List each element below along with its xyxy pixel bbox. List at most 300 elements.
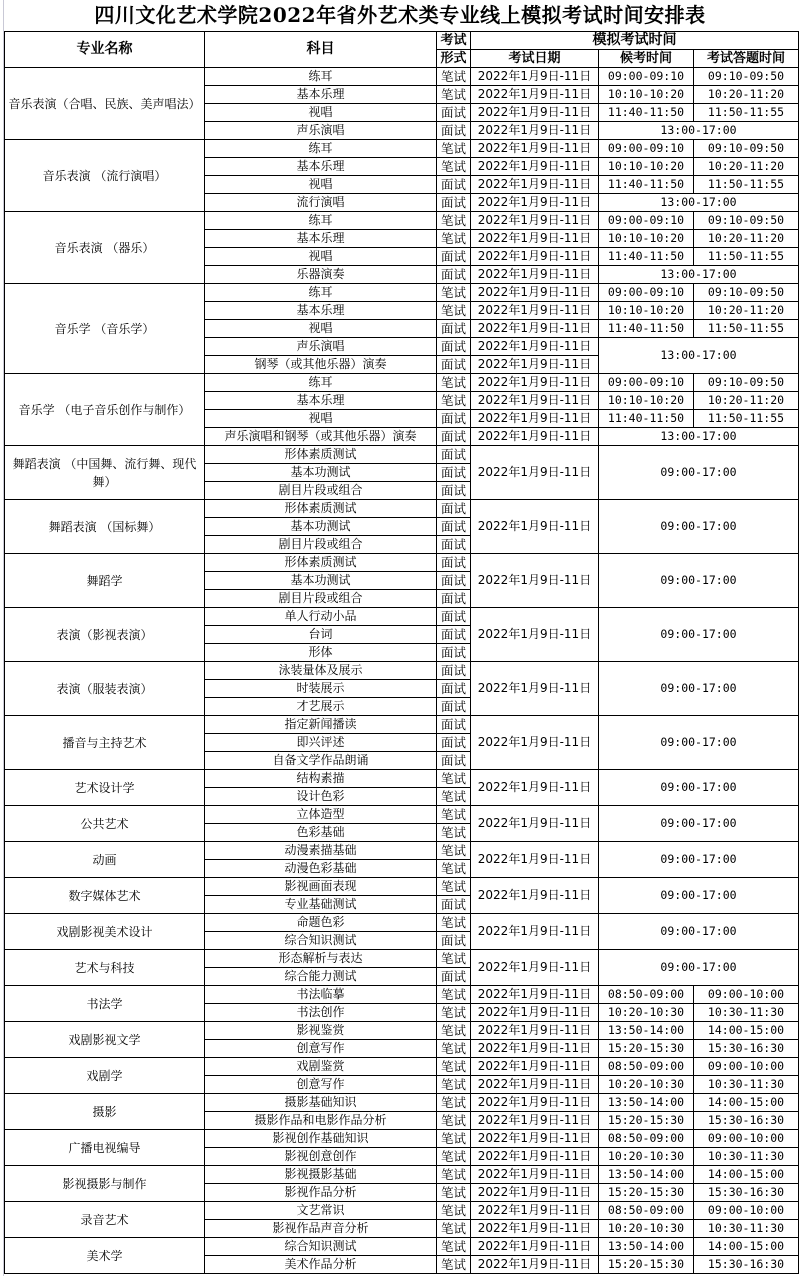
- exam-date-cell: 2022年1月9日-11日: [471, 320, 599, 338]
- answer-time-cell: 10:30-11:30: [694, 1148, 799, 1166]
- table-row: [5, 1166, 799, 1184]
- major-name-cell: 戏剧影视美术设计: [5, 914, 205, 950]
- exam-date-cell: 2022年1月9日-11日: [471, 1238, 599, 1256]
- subject-cell: 影视作品声音分析: [205, 1220, 437, 1238]
- exam-date-cell: 2022年1月9日-11日: [471, 140, 599, 158]
- exam-date-cell: 2022年1月9日-11日: [471, 1076, 599, 1094]
- subject-cell: 视唱: [205, 104, 437, 122]
- answer-time-cell: 09:10-09:50: [694, 68, 799, 86]
- exam-time-range-cell: 13:00-17:00: [599, 428, 799, 446]
- answer-time-cell: 11:50-11:55: [694, 410, 799, 428]
- exam-date-cell: 2022年1月9日-11日: [471, 446, 599, 500]
- answer-time-cell: 09:10-09:50: [694, 212, 799, 230]
- waiting-time-cell: 10:10-10:20: [599, 86, 694, 104]
- exam-format-cell: 面试: [437, 464, 471, 482]
- header-row-1: [5, 32, 799, 50]
- waiting-time-cell: 09:00-09:10: [599, 374, 694, 392]
- exam-format-cell: 笔试: [437, 1022, 471, 1040]
- exam-date-cell: 2022年1月9日-11日: [471, 356, 599, 374]
- exam-date-cell: 2022年1月9日-11日: [471, 1022, 599, 1040]
- exam-date-cell: 2022年1月9日-11日: [471, 1256, 599, 1274]
- exam-format-cell: 笔试: [437, 788, 471, 806]
- subject-cell: 形体素质测试: [205, 446, 437, 464]
- subject-cell: 专业基础测试: [205, 896, 437, 914]
- exam-format-cell: 笔试: [437, 1238, 471, 1256]
- exam-date-cell: 2022年1月9日-11日: [471, 68, 599, 86]
- subject-cell: 美术作品分析: [205, 1256, 437, 1274]
- exam-date-cell: 2022年1月9日-11日: [471, 1058, 599, 1076]
- exam-format-cell: 笔试: [437, 1112, 471, 1130]
- exam-format-cell: 面试: [437, 932, 471, 950]
- exam-format-cell: 笔试: [437, 950, 471, 968]
- table-row: [5, 842, 799, 860]
- exam-format-cell: 笔试: [437, 1220, 471, 1238]
- header-format-line2: 形式: [437, 50, 471, 68]
- exam-format-cell: 笔试: [437, 158, 471, 176]
- exam-format-cell: 面试: [437, 644, 471, 662]
- subject-cell: 视唱: [205, 248, 437, 266]
- major-name-cell: 舞蹈学: [5, 554, 205, 608]
- answer-time-cell: 09:00-10:00: [694, 1130, 799, 1148]
- header-waiting-time: 候考时间: [599, 50, 694, 68]
- exam-format-cell: 笔试: [437, 302, 471, 320]
- exam-format-cell: 笔试: [437, 392, 471, 410]
- subject-cell: 剧目片段或组合: [205, 536, 437, 554]
- exam-format-cell: 面试: [437, 572, 471, 590]
- subject-cell: 立体造型: [205, 806, 437, 824]
- exam-date-cell: 2022年1月9日-11日: [471, 1184, 599, 1202]
- exam-format-cell: 笔试: [437, 1256, 471, 1274]
- table-row: [5, 1022, 799, 1040]
- exam-date-cell: 2022年1月9日-11日: [471, 716, 599, 770]
- answer-time-cell: 09:00-10:00: [694, 1202, 799, 1220]
- exam-format-cell: 笔试: [437, 806, 471, 824]
- answer-time-cell: 15:30-16:30: [694, 1112, 799, 1130]
- exam-format-cell: 面试: [437, 680, 471, 698]
- exam-format-cell: 面试: [437, 248, 471, 266]
- major-name-cell: 摄影: [5, 1094, 205, 1130]
- exam-date-cell: 2022年1月9日-11日: [471, 608, 599, 662]
- exam-format-cell: 面试: [437, 410, 471, 428]
- answer-time-cell: 09:00-10:00: [694, 986, 799, 1004]
- exam-date-cell: 2022年1月9日-11日: [471, 1220, 599, 1238]
- header-answer-time: 考试答题时间: [694, 50, 799, 68]
- exam-format-cell: 面试: [437, 428, 471, 446]
- header-mock-time: 模拟考试时间: [471, 32, 799, 50]
- exam-format-cell: 面试: [437, 194, 471, 212]
- major-name-cell: 音乐学 （音乐学）: [5, 284, 205, 374]
- exam-time-range-cell: 09:00-17:00: [599, 878, 799, 914]
- exam-format-cell: 面试: [437, 176, 471, 194]
- exam-format-cell: 面试: [437, 500, 471, 518]
- exam-format-cell: 笔试: [437, 1184, 471, 1202]
- exam-format-cell: 面试: [437, 698, 471, 716]
- subject-cell: 剧目片段或组合: [205, 590, 437, 608]
- table-row: [5, 1130, 799, 1148]
- exam-date-cell: 2022年1月9日-11日: [471, 1112, 599, 1130]
- table-row: [5, 140, 799, 158]
- exam-date-cell: 2022年1月9日-11日: [471, 158, 599, 176]
- subject-cell: 单人行动小品: [205, 608, 437, 626]
- major-name-cell: 美术学: [5, 1238, 205, 1274]
- subject-cell: 练耳: [205, 68, 437, 86]
- answer-time-cell: 11:50-11:55: [694, 176, 799, 194]
- subject-cell: 创意写作: [205, 1076, 437, 1094]
- answer-time-cell: 15:30-16:30: [694, 1256, 799, 1274]
- waiting-time-cell: 13:50-14:00: [599, 1022, 694, 1040]
- subject-cell: 基本功测试: [205, 464, 437, 482]
- exam-time-range-cell: 09:00-17:00: [599, 806, 799, 842]
- major-name-cell: 舞蹈表演 （国标舞）: [5, 500, 205, 554]
- exam-date-cell: 2022年1月9日-11日: [471, 1202, 599, 1220]
- exam-date-cell: 2022年1月9日-11日: [471, 950, 599, 986]
- exam-format-cell: 面试: [437, 716, 471, 734]
- exam-format-cell: 笔试: [437, 68, 471, 86]
- table-row: [5, 212, 799, 230]
- exam-date-cell: 2022年1月9日-11日: [471, 212, 599, 230]
- header-major: 专业名称: [5, 32, 205, 68]
- table-row: [5, 1238, 799, 1256]
- subject-cell: 书法创作: [205, 1004, 437, 1022]
- subject-cell: 影视鉴赏: [205, 1022, 437, 1040]
- subject-cell: 练耳: [205, 374, 437, 392]
- table-row: [5, 770, 799, 788]
- exam-date-cell: 2022年1月9日-11日: [471, 410, 599, 428]
- exam-time-range-cell: 13:00-17:00: [599, 338, 799, 374]
- waiting-time-cell: 11:40-11:50: [599, 410, 694, 428]
- exam-time-range-cell: 09:00-17:00: [599, 842, 799, 878]
- subject-cell: 声乐演唱: [205, 338, 437, 356]
- exam-format-cell: 笔试: [437, 1202, 471, 1220]
- table-row: [5, 806, 799, 824]
- waiting-time-cell: 10:10-10:20: [599, 230, 694, 248]
- major-name-cell: 数字媒体艺术: [5, 878, 205, 914]
- major-name-cell: 音乐表演 （器乐）: [5, 212, 205, 284]
- answer-time-cell: 14:00-15:00: [694, 1094, 799, 1112]
- table-row: [5, 914, 799, 932]
- major-name-cell: 广播电视编导: [5, 1130, 205, 1166]
- subject-cell: 综合知识测试: [205, 932, 437, 950]
- major-name-cell: 影视摄影与制作: [5, 1166, 205, 1202]
- table-row: [5, 500, 799, 518]
- subject-cell: 动漫素描基础: [205, 842, 437, 860]
- subject-cell: 文艺常识: [205, 1202, 437, 1220]
- answer-time-cell: 14:00-15:00: [694, 1022, 799, 1040]
- exam-format-cell: 面试: [437, 626, 471, 644]
- header-format-line1: 考试: [437, 32, 471, 50]
- schedule-table: [4, 31, 799, 1274]
- waiting-time-cell: 08:50-09:00: [599, 1058, 694, 1076]
- exam-format-cell: 笔试: [437, 1094, 471, 1112]
- waiting-time-cell: 10:20-10:30: [599, 1148, 694, 1166]
- exam-format-cell: 笔试: [437, 842, 471, 860]
- subject-cell: 创意写作: [205, 1040, 437, 1058]
- exam-format-cell: 面试: [437, 104, 471, 122]
- exam-format-cell: 面试: [437, 896, 471, 914]
- waiting-time-cell: 15:20-15:30: [599, 1112, 694, 1130]
- table-row: [5, 554, 799, 572]
- exam-date-cell: 2022年1月9日-11日: [471, 986, 599, 1004]
- exam-format-cell: 面试: [437, 590, 471, 608]
- subject-cell: 基本乐理: [205, 158, 437, 176]
- major-name-cell: 舞蹈表演 （中国舞、流行舞、现代舞）: [5, 446, 205, 500]
- waiting-time-cell: 15:20-15:30: [599, 1256, 694, 1274]
- exam-format-cell: 面试: [437, 482, 471, 500]
- exam-time-range-cell: 13:00-17:00: [599, 194, 799, 212]
- subject-cell: 乐器演奏: [205, 266, 437, 284]
- exam-date-cell: 2022年1月9日-11日: [471, 122, 599, 140]
- answer-time-cell: 10:20-11:20: [694, 230, 799, 248]
- table-row: [5, 446, 799, 464]
- table-row: [5, 662, 799, 680]
- exam-time-range-cell: 09:00-17:00: [599, 554, 799, 608]
- answer-time-cell: 15:30-16:30: [694, 1184, 799, 1202]
- exam-format-cell: 笔试: [437, 1040, 471, 1058]
- exam-time-range-cell: 09:00-17:00: [599, 446, 799, 500]
- subject-cell: 声乐演唱和钢琴（或其他乐器）演奏: [205, 428, 437, 446]
- table-row: [5, 374, 799, 392]
- waiting-time-cell: 09:00-09:10: [599, 68, 694, 86]
- exam-time-range-cell: 09:00-17:00: [599, 914, 799, 950]
- major-name-cell: 艺术与科技: [5, 950, 205, 986]
- waiting-time-cell: 08:50-09:00: [599, 1202, 694, 1220]
- exam-date-cell: 2022年1月9日-11日: [471, 176, 599, 194]
- exam-format-cell: 笔试: [437, 986, 471, 1004]
- exam-date-cell: 2022年1月9日-11日: [471, 914, 599, 950]
- exam-format-cell: 面试: [437, 356, 471, 374]
- exam-format-cell: 笔试: [437, 140, 471, 158]
- exam-date-cell: 2022年1月9日-11日: [471, 1094, 599, 1112]
- exam-format-cell: 面试: [437, 752, 471, 770]
- subject-cell: 即兴评述: [205, 734, 437, 752]
- exam-time-range-cell: 13:00-17:00: [599, 266, 799, 284]
- subject-cell: 台词: [205, 626, 437, 644]
- exam-date-cell: 2022年1月9日-11日: [471, 554, 599, 608]
- waiting-time-cell: 10:10-10:20: [599, 302, 694, 320]
- waiting-time-cell: 13:50-14:00: [599, 1166, 694, 1184]
- exam-date-cell: 2022年1月9日-11日: [471, 1130, 599, 1148]
- exam-date-cell: 2022年1月9日-11日: [471, 104, 599, 122]
- exam-format-cell: 笔试: [437, 1004, 471, 1022]
- subject-cell: 练耳: [205, 212, 437, 230]
- exam-date-cell: 2022年1月9日-11日: [471, 374, 599, 392]
- subject-cell: 时装展示: [205, 680, 437, 698]
- subject-cell: 自备文学作品朗诵: [205, 752, 437, 770]
- major-name-cell: 艺术设计学: [5, 770, 205, 806]
- answer-time-cell: 09:10-09:50: [694, 140, 799, 158]
- major-name-cell: 表演（服装表演）: [5, 662, 205, 716]
- exam-format-cell: 面试: [437, 536, 471, 554]
- exam-date-cell: 2022年1月9日-11日: [471, 1040, 599, 1058]
- major-name-cell: 公共艺术: [5, 806, 205, 842]
- answer-time-cell: 11:50-11:55: [694, 104, 799, 122]
- waiting-time-cell: 09:00-09:10: [599, 212, 694, 230]
- exam-time-range-cell: 09:00-17:00: [599, 500, 799, 554]
- subject-cell: 综合能力测试: [205, 968, 437, 986]
- exam-format-cell: 笔试: [437, 1130, 471, 1148]
- exam-format-cell: 笔试: [437, 374, 471, 392]
- waiting-time-cell: 08:50-09:00: [599, 986, 694, 1004]
- subject-cell: 剧目片段或组合: [205, 482, 437, 500]
- subject-cell: 指定新闻播读: [205, 716, 437, 734]
- subject-cell: 设计色彩: [205, 788, 437, 806]
- subject-cell: 基本乐理: [205, 230, 437, 248]
- exam-time-range-cell: 09:00-17:00: [599, 950, 799, 986]
- answer-time-cell: 10:20-11:20: [694, 392, 799, 410]
- exam-format-cell: 面试: [437, 734, 471, 752]
- exam-format-cell: 面试: [437, 662, 471, 680]
- exam-time-range-cell: 09:00-17:00: [599, 608, 799, 662]
- exam-format-cell: 面试: [437, 446, 471, 464]
- exam-date-cell: 2022年1月9日-11日: [471, 392, 599, 410]
- exam-format-cell: 面试: [437, 518, 471, 536]
- exam-format-cell: 笔试: [437, 284, 471, 302]
- answer-time-cell: 09:10-09:50: [694, 374, 799, 392]
- exam-date-cell: 2022年1月9日-11日: [471, 806, 599, 842]
- subject-cell: 色彩基础: [205, 824, 437, 842]
- exam-date-cell: 2022年1月9日-11日: [471, 266, 599, 284]
- exam-format-cell: 面试: [437, 338, 471, 356]
- subject-cell: 结构素描: [205, 770, 437, 788]
- waiting-time-cell: 15:20-15:30: [599, 1184, 694, 1202]
- waiting-time-cell: 15:20-15:30: [599, 1040, 694, 1058]
- exam-date-cell: 2022年1月9日-11日: [471, 428, 599, 446]
- exam-format-cell: 笔试: [437, 914, 471, 932]
- waiting-time-cell: 10:20-10:30: [599, 1004, 694, 1022]
- table-row: [5, 878, 799, 896]
- header-date: 考试日期: [471, 50, 599, 68]
- exam-time-range-cell: 09:00-17:00: [599, 662, 799, 716]
- exam-date-cell: 2022年1月9日-11日: [471, 230, 599, 248]
- subject-cell: 影视创意创作: [205, 1148, 437, 1166]
- major-name-cell: 播音与主持艺术: [5, 716, 205, 770]
- table-row: [5, 986, 799, 1004]
- waiting-time-cell: 10:20-10:30: [599, 1220, 694, 1238]
- table-row: [5, 608, 799, 626]
- answer-time-cell: 14:00-15:00: [694, 1238, 799, 1256]
- table-row: [5, 716, 799, 734]
- subject-cell: 综合知识测试: [205, 1238, 437, 1256]
- exam-date-cell: 2022年1月9日-11日: [471, 338, 599, 356]
- table-row: [5, 68, 799, 86]
- subject-cell: 命题色彩: [205, 914, 437, 932]
- major-name-cell: 戏剧学: [5, 1058, 205, 1094]
- subject-cell: 基本功测试: [205, 572, 437, 590]
- subject-cell: 动漫色彩基础: [205, 860, 437, 878]
- exam-date-cell: 2022年1月9日-11日: [471, 1148, 599, 1166]
- exam-date-cell: 2022年1月9日-11日: [471, 842, 599, 878]
- answer-time-cell: 10:20-11:20: [694, 158, 799, 176]
- exam-format-cell: 笔试: [437, 824, 471, 842]
- answer-time-cell: 09:10-09:50: [694, 284, 799, 302]
- major-name-cell: 音乐表演 （流行演唱）: [5, 140, 205, 212]
- exam-format-cell: 笔试: [437, 1166, 471, 1184]
- exam-date-cell: 2022年1月9日-11日: [471, 770, 599, 806]
- waiting-time-cell: 09:00-09:10: [599, 284, 694, 302]
- exam-date-cell: 2022年1月9日-11日: [471, 878, 599, 914]
- exam-time-range-cell: 13:00-17:00: [599, 122, 799, 140]
- exam-time-range-cell: 09:00-17:00: [599, 716, 799, 770]
- answer-time-cell: 10:20-11:20: [694, 86, 799, 104]
- answer-time-cell: 10:30-11:30: [694, 1220, 799, 1238]
- subject-cell: 影视创作基础知识: [205, 1130, 437, 1148]
- subject-cell: 戏剧鉴赏: [205, 1058, 437, 1076]
- waiting-time-cell: 11:40-11:50: [599, 176, 694, 194]
- answer-time-cell: 09:00-10:00: [694, 1058, 799, 1076]
- header-subject: 科目: [205, 32, 437, 68]
- waiting-time-cell: 11:40-11:50: [599, 320, 694, 338]
- table-row: [5, 950, 799, 968]
- subject-cell: 视唱: [205, 410, 437, 428]
- exam-date-cell: 2022年1月9日-11日: [471, 302, 599, 320]
- exam-time-range-cell: 09:00-17:00: [599, 770, 799, 806]
- exam-format-cell: 面试: [437, 266, 471, 284]
- exam-format-cell: 笔试: [437, 878, 471, 896]
- waiting-time-cell: 11:40-11:50: [599, 248, 694, 266]
- exam-format-cell: 笔试: [437, 230, 471, 248]
- subject-cell: 影视摄影基础: [205, 1166, 437, 1184]
- exam-format-cell: 面试: [437, 122, 471, 140]
- waiting-time-cell: 13:50-14:00: [599, 1238, 694, 1256]
- subject-cell: 影视作品分析: [205, 1184, 437, 1202]
- subject-cell: 形体: [205, 644, 437, 662]
- subject-cell: 书法临摹: [205, 986, 437, 1004]
- exam-date-cell: 2022年1月9日-11日: [471, 500, 599, 554]
- major-name-cell: 音乐学 （电子音乐创作与制作）: [5, 374, 205, 446]
- subject-cell: 练耳: [205, 284, 437, 302]
- exam-date-cell: 2022年1月9日-11日: [471, 194, 599, 212]
- table-row: [5, 284, 799, 302]
- subject-cell: 摄影作品和电影作品分析: [205, 1112, 437, 1130]
- page-title: 四川文化艺术学院2022年省外艺术类专业线上模拟考试时间安排表: [94, 3, 706, 27]
- waiting-time-cell: 10:10-10:20: [599, 392, 694, 410]
- exam-date-cell: 2022年1月9日-11日: [471, 1166, 599, 1184]
- exam-format-cell: 笔试: [437, 770, 471, 788]
- subject-cell: 形态解析与表达: [205, 950, 437, 968]
- subject-cell: 基本功测试: [205, 518, 437, 536]
- exam-format-cell: 笔试: [437, 860, 471, 878]
- answer-time-cell: 11:50-11:55: [694, 248, 799, 266]
- answer-time-cell: 14:00-15:00: [694, 1166, 799, 1184]
- answer-time-cell: 10:30-11:30: [694, 1076, 799, 1094]
- exam-format-cell: 面试: [437, 554, 471, 572]
- exam-date-cell: 2022年1月9日-11日: [471, 86, 599, 104]
- exam-format-cell: 笔试: [437, 1076, 471, 1094]
- subject-cell: 泳装量体及展示: [205, 662, 437, 680]
- subject-cell: 才艺展示: [205, 698, 437, 716]
- subject-cell: 视唱: [205, 320, 437, 338]
- subject-cell: 钢琴（或其他乐器）演奏: [205, 356, 437, 374]
- exam-date-cell: 2022年1月9日-11日: [471, 662, 599, 716]
- exam-date-cell: 2022年1月9日-11日: [471, 284, 599, 302]
- answer-time-cell: 10:20-11:20: [694, 302, 799, 320]
- subject-cell: 基本乐理: [205, 86, 437, 104]
- schedule-body: [5, 68, 799, 1274]
- waiting-time-cell: 13:50-14:00: [599, 1094, 694, 1112]
- major-name-cell: 音乐表演（合唱、民族、美声唱法）: [5, 68, 205, 140]
- waiting-time-cell: 08:50-09:00: [599, 1130, 694, 1148]
- exam-date-cell: 2022年1月9日-11日: [471, 1004, 599, 1022]
- exam-date-cell: 2022年1月9日-11日: [471, 248, 599, 266]
- major-name-cell: 戏剧影视文学: [5, 1022, 205, 1058]
- major-name-cell: 录音艺术: [5, 1202, 205, 1238]
- subject-cell: 视唱: [205, 176, 437, 194]
- subject-cell: 练耳: [205, 140, 437, 158]
- exam-format-cell: 笔试: [437, 1148, 471, 1166]
- subject-cell: 形体素质测试: [205, 500, 437, 518]
- exam-format-cell: 面试: [437, 968, 471, 986]
- exam-format-cell: 面试: [437, 608, 471, 626]
